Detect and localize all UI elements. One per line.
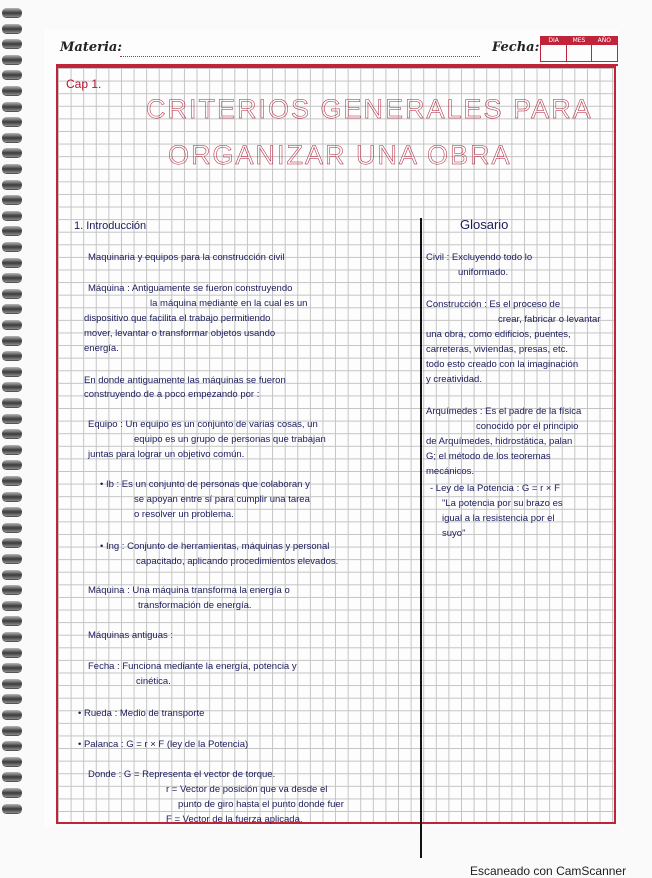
spiral-coil [2, 148, 22, 157]
left-line: Maquinaria y equipos para la construcción civil [88, 252, 285, 263]
spiral-coil [2, 211, 22, 220]
spiral-coil [2, 273, 22, 282]
title-line-1: CRITERIOS GENERALES PARA [146, 94, 593, 124]
spiral-coil [2, 523, 22, 532]
right-line: uniformado. [458, 267, 509, 278]
right-line: y creatividad. [426, 374, 482, 385]
left-line: se apoyan entre sí para cumplir una tarea [134, 494, 310, 505]
left-line: o resolver un problema. [134, 509, 234, 520]
spiral-coil [2, 726, 22, 735]
right-line: igual a la resistencia por el [442, 513, 555, 524]
left-line: Fecha : Funciona mediante la energía, potencia y [88, 661, 297, 672]
title-line-2: ORGANIZAR UNA OBRA [168, 140, 512, 170]
notebook-page [44, 30, 618, 826]
left-line: juntas para lograr un objetivo común. [88, 449, 245, 460]
column-divider [420, 218, 422, 858]
spiral-coil [2, 601, 22, 610]
spiral-coil [2, 39, 22, 48]
chapter-label: Cap 1. [66, 77, 102, 91]
left-line: equipo es un grupo de personas que trabajan [134, 434, 326, 445]
spiral-coil [2, 694, 22, 703]
spiral-coil [2, 554, 22, 563]
spiral-coil [2, 164, 22, 173]
spiral-coil [2, 289, 22, 298]
left-line: la máquina mediante en la cual es un [150, 298, 308, 309]
left-line: Máquina : Antiguamente se fueron construyendo [88, 283, 293, 294]
spiral-coil [2, 367, 22, 376]
spiral-coil [2, 429, 22, 438]
right-line: - Ley de la Potencia : G = r × F [430, 483, 560, 494]
spiral-coil [2, 258, 22, 267]
left-line: dispositivo que facilita el trabajo permitiendo [84, 313, 271, 324]
right-line: G; el método de los teoremas [426, 451, 551, 462]
left-line: En donde antiguamente las máquinas se fueron [84, 375, 286, 386]
fecha-label: Fecha: [492, 40, 540, 55]
grid-area [56, 66, 616, 824]
spiral-coil [2, 585, 22, 594]
date-col-ano: AÑO [597, 37, 611, 44]
spiral-coil [2, 133, 22, 142]
spiral-coil [2, 710, 22, 719]
spiral-coil [2, 226, 22, 235]
spiral-coil [2, 55, 22, 64]
right-line: crear, fabricar o levantar [498, 314, 601, 325]
right-line: carreteras, viviendas, presas, etc. [426, 344, 569, 355]
right-line: una obra, como edificios, puentes, [426, 329, 571, 340]
right-line: conocido por el principio [476, 421, 579, 432]
spiral-coil [2, 304, 22, 313]
spiral-coil [2, 102, 22, 111]
left-line: cinética. [136, 676, 171, 687]
spiral-coil [2, 86, 22, 95]
spiral-coil [2, 632, 22, 641]
spiral-coil [2, 476, 22, 485]
right-line: Construcción : Es el proceso de [426, 299, 561, 310]
spiral-coil [2, 663, 22, 672]
left-line: • Palanca : G = r × F (ley de la Potencia) [78, 739, 249, 750]
spiral-coil [2, 24, 22, 33]
spiral-coil [2, 70, 22, 79]
right-line: de Arquímedes, hidrostática, palan [426, 436, 573, 447]
right-line: todo esto creado con la imaginación [426, 359, 579, 370]
right-line: suyo" [442, 528, 466, 539]
spiral-coil [2, 616, 22, 625]
left-line: transformación de energía. [138, 600, 252, 611]
spiral-coil [2, 679, 22, 688]
materia-label: Materia: [60, 40, 123, 55]
spiral-coil [2, 117, 22, 126]
spiral-coil [2, 445, 22, 454]
left-line: Máquinas antiguas : [88, 630, 174, 641]
spiral-coil [2, 8, 22, 17]
left-line: Donde : G = Representa el vector de torque. [88, 769, 276, 780]
left-line: Equipo : Un equipo es un conjunto de varias cosas, un [88, 419, 318, 430]
left-line: r = Vector de posición que va desde el [166, 784, 328, 795]
right-line: mecánicos. [426, 466, 475, 477]
spiral-coil [2, 757, 22, 766]
spiral-coil [2, 460, 22, 469]
page-header [56, 34, 618, 66]
right-line: Civil : Excluyendo todo lo [426, 252, 533, 263]
spiral-coil [2, 538, 22, 547]
left-line: F = Vector de la fuerza aplicada. [166, 814, 303, 825]
spiral-coil [2, 195, 22, 204]
left-line: construyendo de a poco empezando por : [84, 389, 260, 400]
spiral-coil [2, 414, 22, 423]
spiral-coil [2, 180, 22, 189]
left-line: Máquina : Una máquina transforma la energía o [88, 585, 290, 596]
left-line: • Ing : Conjunto de herramientas, máquinas y personal [100, 541, 330, 552]
spiral-coil [2, 788, 22, 797]
right-line: "La potencia por su brazo es [442, 498, 563, 509]
section-heading: 1. Introducción [74, 220, 147, 232]
scanner-watermark: Escaneado con CamScanner [470, 864, 627, 878]
spiral-coil [2, 570, 22, 579]
spiral-coil [2, 382, 22, 391]
spiral-binding [0, 0, 26, 830]
spiral-coil [2, 242, 22, 251]
spiral-coil [2, 741, 22, 750]
date-col-mes: MES [572, 37, 586, 44]
left-line: capacitado, aplicando procedimientos elevados. [136, 556, 339, 567]
date-box [540, 36, 618, 62]
left-line: energía. [84, 343, 119, 354]
glossary-title: Glosario [460, 217, 509, 232]
spiral-coil [2, 351, 22, 360]
left-line: • Rueda : Medio de transporte [78, 708, 205, 719]
spiral-coil [2, 398, 22, 407]
right-line: Arquímedes : Es el padre de la física [426, 406, 582, 417]
spiral-coil [2, 492, 22, 501]
spiral-coil [2, 507, 22, 516]
left-line: mover, levantar o transformar objetos usando [84, 328, 276, 339]
date-col-dia: DIA [548, 37, 559, 44]
spiral-coil [2, 336, 22, 345]
materia-line [120, 56, 480, 57]
left-line: • Ib : Es un conjunto de personas que colaboran y [100, 479, 310, 490]
spiral-coil [2, 804, 22, 813]
spiral-coil [2, 772, 22, 781]
spiral-coil [2, 320, 22, 329]
spiral-coil [2, 648, 22, 657]
left-line: punto de giro hasta el punto donde fuer [178, 799, 344, 810]
